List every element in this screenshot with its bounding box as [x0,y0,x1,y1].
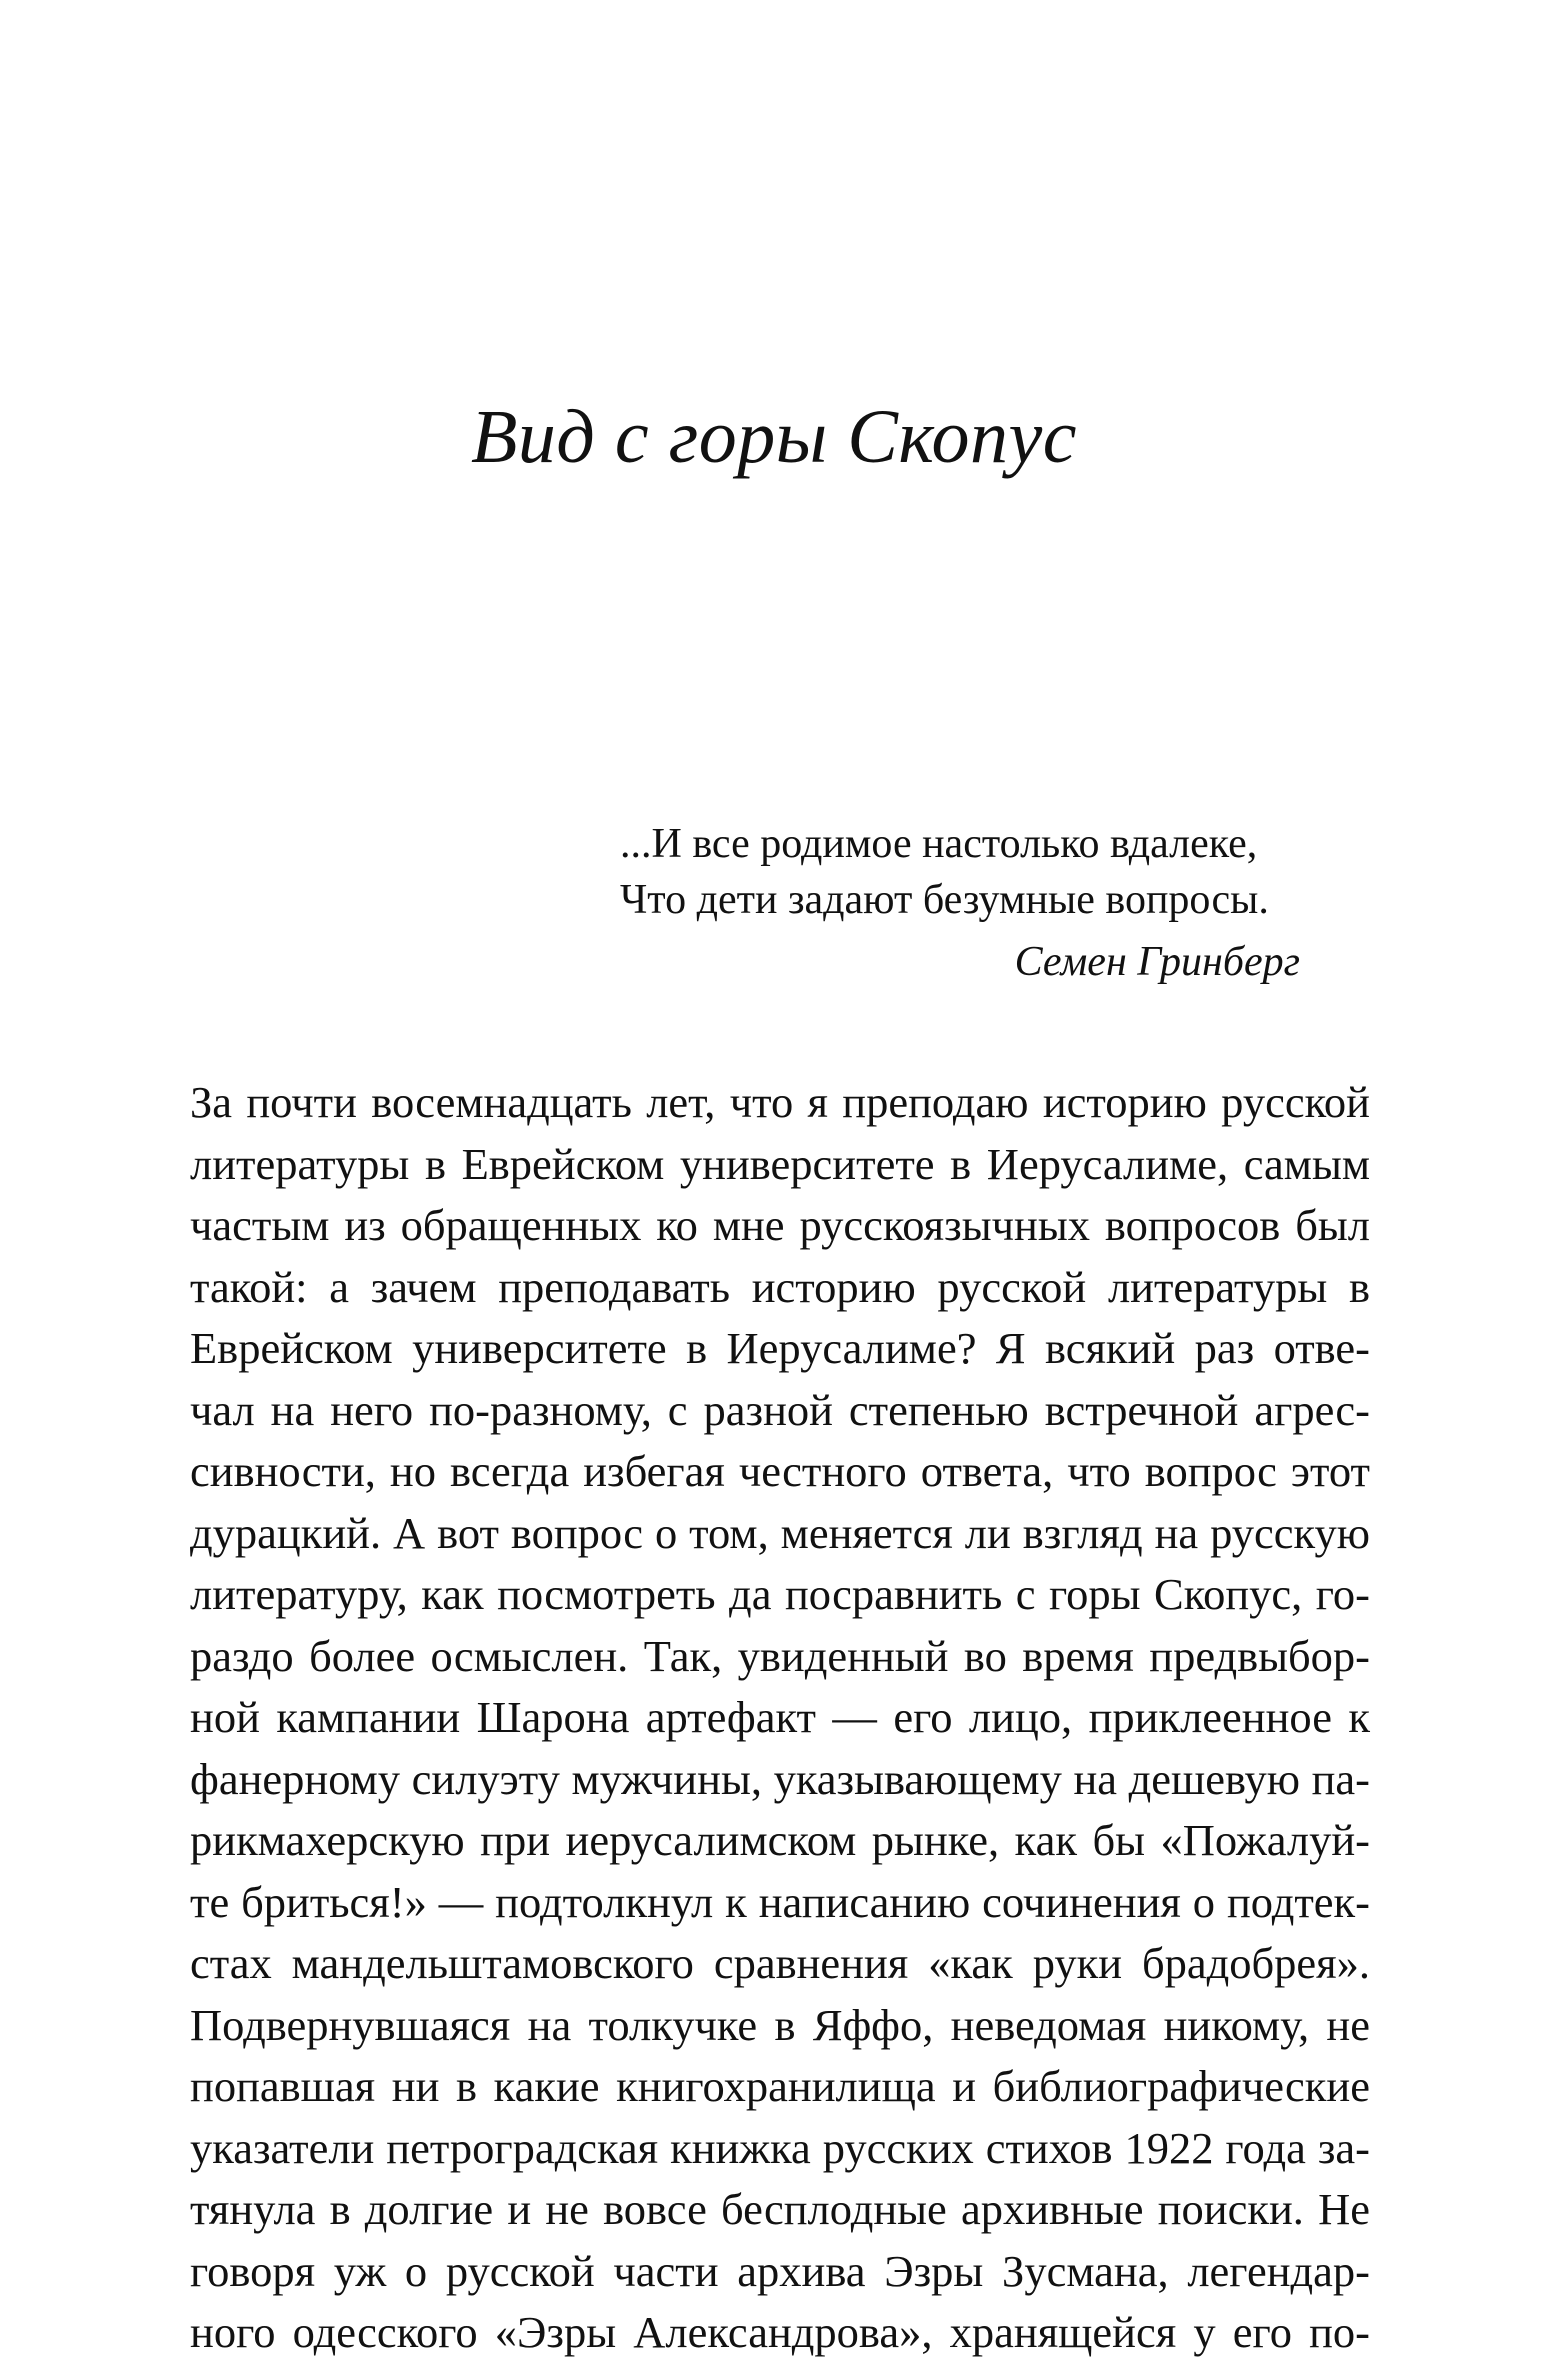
epigraph-line: ...И все родимое настолько вдалеке, [620,821,1258,867]
body-line: сивности, но всегда избегая честного ответа, что вопрос этот [190,1446,1370,1496]
body-line: частым из обращенных ко мне русскоязычных вопросов был [190,1200,1370,1250]
body-line: Подвернувшаяся на толкучке в Яффо, неведомая никому, не [190,1999,1370,2050]
body-line: стах мандельштамовского сравнения «как руки брадобрея». [190,1938,1370,1988]
body-line: такой: а зачем преподавать историю русской литературы в [190,1261,1370,1312]
body-line: говоря уж о русской части архива Эзры Зусмана, легендар- [190,2245,1370,2296]
epigraph-author: Семен Гринберг [1014,939,1300,985]
body-line: чал на него по-разному, с разной степенью встречной агрес- [190,1384,1370,1435]
body-line: литературы в Еврейском университете в Иерусалиме, самым [190,1138,1370,1189]
body-line: те бриться!» — подтолкнул к написанию сочинения о подтек- [190,1876,1370,1927]
epigraph-line: Что дети задают безумные вопросы. [620,877,1269,923]
body-line: За почти восемнадцать лет, что я преподаю историю русской [190,1077,1370,1127]
body-line: литературу, как посмотреть да посравнить с горы Скопус, го- [190,1569,1370,1619]
body-line: Еврейском университете в Иерусалиме? Я всякий раз отве- [190,1323,1370,1373]
body-paragraph [190,1072,1370,2364]
body-line: попавшая ни в какие книгохранилища и библиографические [190,2061,1370,2111]
body-line: ной кампании Шарона артефакт — его лицо, приклеенное к [190,1692,1370,1742]
body-line: тянула в долгие и не вовсе бесплодные архивные поиски. Не [190,2184,1370,2234]
body-line: дурацкий. А вот вопрос о том, меняется ли взгляд на русскую [190,1507,1370,1558]
chapter-title: Вид с горы Скопус [470,395,1078,479]
body-line: указатели петроградская книжка русских стихов 1922 года за- [190,2122,1370,2173]
epigraph [620,816,1300,990]
body-line: ного одесского «Эзры Александрова», хранящейся у его по- [190,2307,1370,2357]
body-line: раздо более осмыслен. Так, увиденный во время предвыбор- [190,1630,1370,1681]
body-line: фанерному силуэту мужчины, указывающему на дешевую па- [190,1753,1370,1804]
body-line: рикмахерскую при иерусалимском рынке, как бы «Пожалуй- [190,1815,1370,1865]
